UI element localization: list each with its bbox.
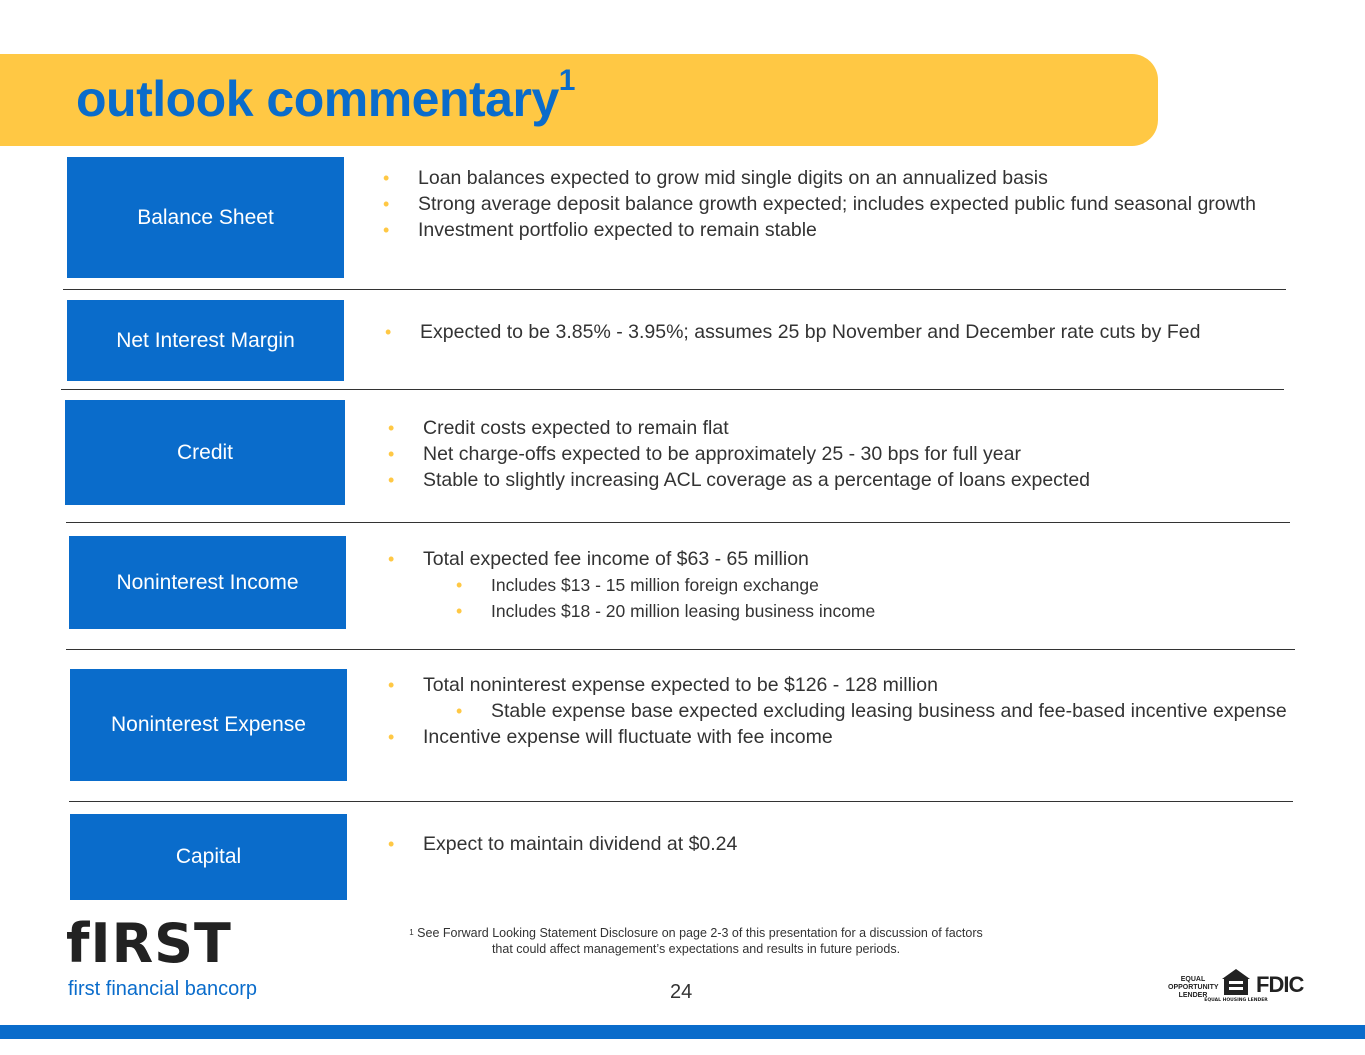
page-title: outlook commentary$^1$ [76, 64, 575, 127]
sub-bullet-item: • Stable expense base expected excluding leasing business and fee-based incentive expense [388, 700, 1288, 722]
balance-sheet-bullets [383, 167, 1283, 245]
section-label-balance-sheet: Balance Sheet [67, 157, 344, 278]
noninterest-expense-bullets [388, 674, 1288, 752]
section-label-credit: Credit [65, 400, 345, 505]
section-label-noninterest-expense: Noninterest Expense [70, 669, 347, 781]
section-label-capital: Capital [70, 814, 347, 900]
bullet-item: • Strong average deposit balance growth expected; includes expected public fund seasonal growth [383, 193, 1283, 215]
first-logo: fIRST [66, 912, 232, 975]
bullet-item: • Net charge-offs expected to be approximately 25 - 30 bps for full year [388, 443, 1288, 465]
bullet-item: • Loan balances expected to grow mid single digits on an annualized basis [383, 167, 1283, 189]
bullet-item: • Credit costs expected to remain flat [388, 417, 1288, 439]
bullet-item: • Expected to be 3.85% - 3.95%; assumes 25 bp November and December rate cuts by Fed [385, 321, 1285, 343]
page-number: 24 [670, 981, 693, 1003]
equal-housing-label: EQUAL HOUSING LENDER [1204, 998, 1268, 1003]
bullet-item: • Investment portfolio expected to remain stable [383, 219, 1283, 241]
fdic-logo: FDIC [1256, 972, 1304, 997]
equal-housing-lender-icon [1204, 967, 1268, 1007]
credit-bullets [388, 417, 1288, 495]
bottom-bar [0, 1025, 1365, 1039]
footnote: $^1$ See Forward Looking Statement Disclosure on page 2-3 of this presentation for a discussion of factors that could affect management’s expectations and results in future periods. [409, 926, 983, 956]
noninterest-income-bullets [388, 548, 1288, 626]
sub-bullet-item: • Includes $13 - 15 million foreign exchange [388, 574, 1288, 596]
bullet-item: • Total noninterest expense expected to be $126 - 128 million [388, 674, 1288, 696]
section-label-net-interest-margin: Net Interest Margin [67, 300, 344, 381]
bullet-item: • Incentive expense will fluctuate with fee income [388, 726, 1288, 748]
bullet-item: • Expect to maintain dividend at $0.24 [388, 833, 1288, 855]
divider [69, 801, 1293, 802]
bullet-item: • Stable to slightly increasing ACL coverage as a percentage of loans expected [388, 469, 1288, 491]
divider [66, 522, 1290, 523]
net-interest-margin-bullets [385, 321, 1285, 347]
capital-bullets [388, 833, 1288, 859]
bullet-item: • Total expected fee income of $63 - 65 million [388, 548, 1288, 570]
divider [63, 289, 1286, 290]
section-label-noninterest-income: Noninterest Income [69, 536, 346, 629]
divider [61, 389, 1284, 390]
equal-opportunity-lender-badge: EQUAL OPPORTUNITY LENDER [1168, 976, 1219, 999]
logo-subtitle: first financial bancorp [68, 978, 257, 1000]
divider [66, 649, 1295, 650]
sub-bullet-item: • Includes $18 - 20 million leasing business income [388, 600, 1288, 622]
